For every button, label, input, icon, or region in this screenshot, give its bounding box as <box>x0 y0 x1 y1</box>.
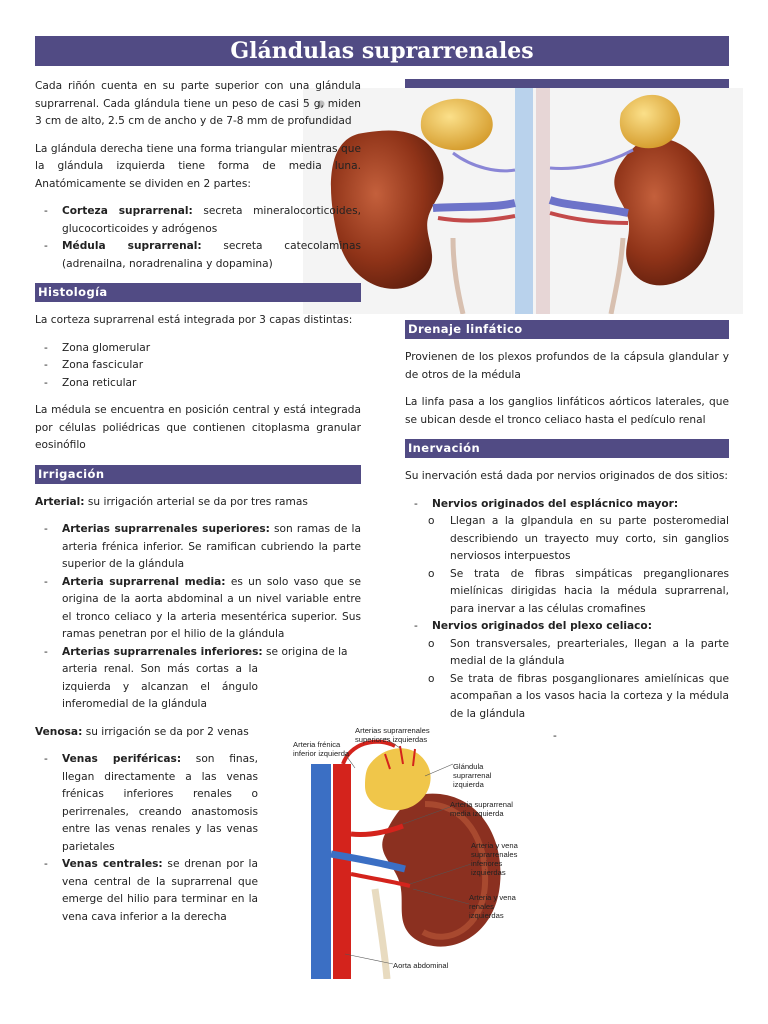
intro-paragraph-1: Cada riñón cuenta en su parte superior con una glándula suprarrenal. Cada glándula tiene un peso de casi 5 g, miden 3 cm de alto, 2.5 cm de ancho y de 7-8 mm de profundidad <box>35 80 361 127</box>
list-item: - Zona glomerular <box>35 340 361 358</box>
arterial-intro: Arterial: su irrigación arterial se da por tres ramas <box>35 495 308 508</box>
list-item: - Venas centrales: se drenan por la vena central de la suprarrenal que emerge del hilio para terminar en la vena cava inferior a la derecha <box>35 856 258 926</box>
aorta-shape <box>333 764 351 979</box>
intro-list <box>35 203 361 273</box>
arterial-list <box>35 521 361 661</box>
histologia-heading: Histología <box>35 283 361 302</box>
adrenal-vessels-svg <box>275 724 545 979</box>
label-frenica: Arteria frénica inferior izquierda <box>293 740 350 758</box>
right-column <box>405 320 729 723</box>
inervacion-list <box>405 496 729 724</box>
histologia-paragraph-2: La médula se encuentra en posición central y está integrada por células poliédricas que contienen citoplasma granular eosinófilo <box>35 404 361 451</box>
kidneys-adrenal-svg <box>303 88 743 314</box>
kidneys-illustration <box>303 88 743 314</box>
list-item: - Corteza suprarrenal: secreta mineralocorticoides, glucocorticoides y adrógenos <box>35 203 361 238</box>
arterial-continuation: arteria renal. Son más cortas a la izquierda y alcanzan el ángulo inferomedial de la glándula <box>62 663 258 710</box>
label-glandula: Glándula suprarrenal izquierda <box>453 762 492 789</box>
irrigacion-heading: Irrigación <box>35 465 361 484</box>
label-media: Arteria suprarrenal media izquierda <box>450 800 513 818</box>
page-title: Glándulas suprarrenales <box>35 36 729 66</box>
list-item: - Nervios originados del esplácnico mayor: o Llegan a la glpandula en su parte posteromedial describiendo un trayecto muy corto, sin ganglios nerviosos interpuestos o Se trata de fibras simpáticas preganglionares mielínicas dirigidas hacia la médula suprarrenal, para inervar a las células cromafines <box>405 496 729 619</box>
list-item: - Zona reticular <box>35 375 361 393</box>
venosa-list <box>35 751 258 926</box>
label-superiores: Arterias suprarrenales superiores izquierdas <box>355 726 430 744</box>
list-item: - Arterias suprarrenales superiores: son ramas de la arteria frénica inferior. Se ramifican cubriendo la parte superior de la glándula <box>35 521 361 574</box>
sublist <box>405 513 729 618</box>
inervacion-heading: Inervación <box>405 439 729 458</box>
list-item: - Venas periféricas: son finas, llegan directamente a las venas frénicas inferiores renales o perirrenales, creando anastomosis entre las venas renales y las venas parietales <box>35 751 258 856</box>
vena-cava-shape <box>311 764 331 979</box>
label-aorta: Aorta abdominal <box>393 961 449 970</box>
venosa-intro: Venosa: su irrigación se da por 2 venas <box>35 725 249 738</box>
list-item: o Se trata de fibras simpáticas preganglionares mielínicas dirigidas hacia la médula suprarrenal, para inervar a las células cromafines <box>405 566 729 619</box>
sublist <box>405 636 729 724</box>
list-item: o Llegan a la glpandula en su parte posteromedial describiendo un trayecto muy corto, sin ganglios nerviosos interpuestos <box>405 513 729 566</box>
intro-paragraph-2: La glándula derecha tiene una forma triangular mientras que la glándula izquierda tiene forma de media luna. Anatómicamente se dividen en 2 partes: <box>35 142 361 190</box>
histologia-list <box>35 340 361 393</box>
list-item: - Arteria suprarrenal media: es un solo vaso que se origina de la aorta abdominal a un nivel variable entre el tronco celiaco y la arteria mesentérica superior. Sus ramas penetran por el hilio de la glándula <box>35 574 361 644</box>
list-item: - Médula suprarrenal: secreta catecolaminas (adrenailna, noradrenalina y dopamina) <box>35 238 361 273</box>
drenaje-heading: Drenaje linfático <box>405 320 729 339</box>
right-adrenal-gland <box>421 99 493 151</box>
list-item: - Zona fascicular <box>35 357 361 375</box>
list-item: - Arterias suprarrenales inferiores: se origina de la <box>35 644 361 662</box>
list-item: o Son transversales, prearteriales, llegan a la parte medial de la glándula <box>405 636 729 671</box>
drenaje-paragraph-1: Provienen de los plexos profundos de la cápsula glandular y de otros de la médula <box>405 351 729 381</box>
inervacion-paragraph-1: Su inervación está dada por nervios originados de dos sitios: <box>405 470 728 482</box>
drenaje-paragraph-2: La linfa pasa a los ganglios linfáticos aórticos laterales, que se ubican desde el tronco celiaco hasta el pedículo renal <box>405 396 729 426</box>
trailing-dash: - <box>553 730 557 742</box>
histologia-paragraph-1: La corteza suprarrenal está integrada por 3 capas distintas: <box>35 314 353 326</box>
label-renales: Arteria y vena renales izquierdas <box>469 893 516 920</box>
label-inferiores: Arteria y vena suprarrenales inferiores izquierdas <box>471 841 518 877</box>
adrenal-vessels-figure <box>275 724 545 979</box>
list-item: - Nervios originados del plexo celiaco: o Son transversales, prearteriales, llegan a la parte medial de la glándula o Se trata de fibras posganglionares amielínicas que acompañan a los vasos hacia la corteza y la médula de la glándula <box>405 618 729 723</box>
list-item: o Se trata de fibras posganglionares amielínicas que acompañan a los vasos hacia la corteza y la médula de la glándula <box>405 671 729 724</box>
